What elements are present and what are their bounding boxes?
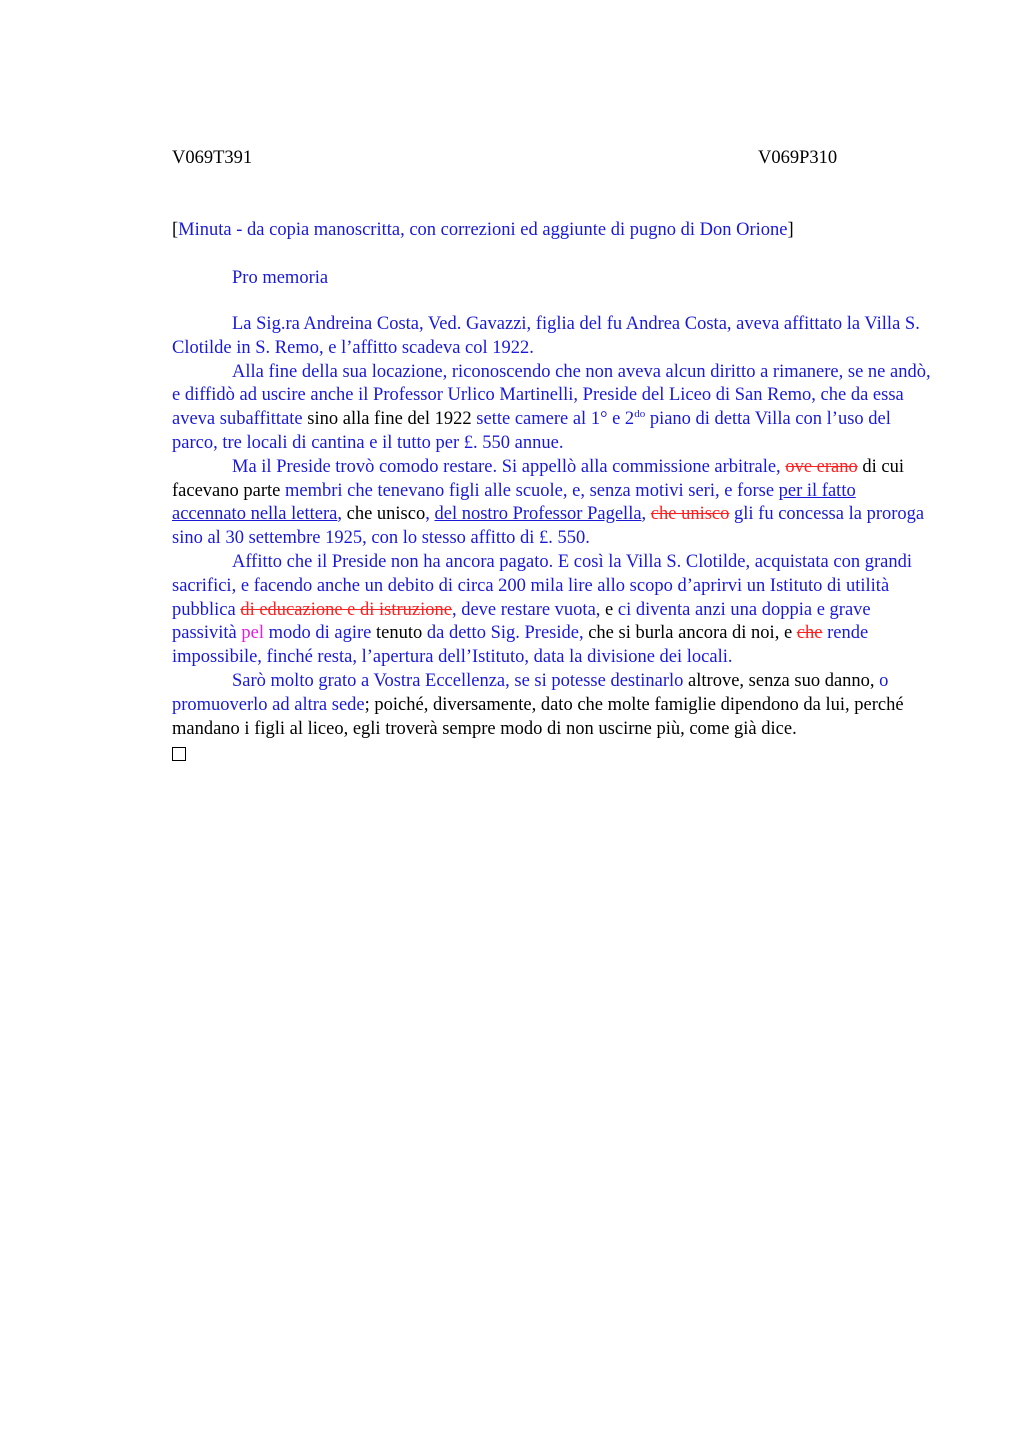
p4-s9: che si burla ancora di noi, e <box>583 623 797 644</box>
p4-s1: Affitto che il Preside non ha ancora pagato. E così la Villa S. Clotilde, acquistata con grandi sacrifici, e facendo anche un debito di circa 200 mila lire allo scopo d’aprirvi un Istituto di utilità pubblica <box>172 551 912 620</box>
note-close-bracket: ] <box>787 220 794 240</box>
p5-s3: o promuoverlo ad altra sede <box>172 670 889 715</box>
p4-deletion-2: che <box>796 623 823 644</box>
p3-s3: membri che tenevano figli alle scuole, e, senza motivi seri, e forse <box>284 480 779 501</box>
p4-s3: e <box>605 599 614 620</box>
p4-s10: rende impossibile, finché resta, l’apertura dell’Istituto, data la divisione dei locali. <box>172 623 869 668</box>
p5-s2: altrove, senza suo danno, <box>683 670 880 691</box>
p5-s1: Sarò molto grato a Vostra Eccellenza, se si potesse destinarlo <box>232 670 684 691</box>
p4-s7: tenuto <box>376 623 423 644</box>
paragraph-3 <box>172 456 932 551</box>
document-title: Pro memoria <box>232 268 329 288</box>
document-body <box>172 313 932 769</box>
p3-deletion-1: ove erano <box>785 456 858 477</box>
paragraph-5 <box>172 670 932 741</box>
p4-deletion-1: di educazione e di istruzione <box>240 599 452 620</box>
p4-s4: ci diventa anzi una doppia e grave passività <box>172 599 871 644</box>
p4-s5: pel <box>241 623 264 644</box>
p2-s4: piano di detta Villa con l’uso del parco, tre locali di cantina e il tutto per £. 550 annue. <box>172 409 891 453</box>
p2-superscript: do <box>634 408 646 421</box>
p3-underline-2: del nostro Professor Pagella <box>434 504 642 525</box>
p3-s2: di cui facevano parte <box>172 456 904 501</box>
p3-s1: Ma il Preside trovò comodo restare. Si appellò alla commissione arbitrale, <box>232 456 786 477</box>
paragraph-4 <box>172 551 932 670</box>
p5-s4: ; poiché, diversamente, dato che molte famiglie dipendono da lui, perché mandano i figli al liceo, egli troverà sempre modo di non uscirne più, come già dice. <box>172 694 904 739</box>
paragraph-1 <box>172 313 932 361</box>
header-left-code: V069T391 <box>172 148 253 168</box>
editorial-note <box>172 218 932 242</box>
p1-text: La Sig.ra Andreina Costa, Ved. Gavazzi, figlia del fu Andrea Costa, aveva affittato la Villa S. Clotilde in S. Remo, e l’affitto scadeva col 1922. <box>172 314 920 358</box>
note-open-bracket: [ <box>172 220 179 240</box>
p3-s8: gli fu concessa la proroga sino al 30 settembre 1925, con lo stesso affitto di £. 550. <box>172 504 925 549</box>
p3-s5: che unisco <box>346 504 426 525</box>
note-text: Minuta - da copia manoscritta, con correzioni ed aggiunte di pugno di Don Orione <box>178 220 788 240</box>
paragraph-2 <box>172 361 932 456</box>
header-right-code: V069P310 <box>758 148 838 168</box>
p4-s8: da detto Sig. Preside, <box>422 623 584 644</box>
p3-s4: , <box>337 504 347 525</box>
p4-s6: modo di agire <box>263 623 376 644</box>
p3-underline-1: per il fatto accennato nella lettera <box>172 480 856 525</box>
p3-s7: , <box>641 504 651 525</box>
p2-s2: sino alla fine del 1922 <box>302 409 477 430</box>
end-box-icon <box>172 747 186 761</box>
p2-s3: sette camere al 1° e 2 <box>476 409 635 430</box>
p3-deletion-2: che unisco <box>650 504 730 525</box>
p2-s1: Alla fine della sua locazione, riconoscendo che non aveva alcun diritto a rimanere, se ne andò, e diffidò ad uscire anche il Professor Urlico Martinelli, Preside del Liceo di San Remo, che da essa aveva subaffittate <box>172 361 931 430</box>
p4-s2: , deve restare vuota, <box>451 599 606 620</box>
p3-s6: , <box>425 504 435 525</box>
